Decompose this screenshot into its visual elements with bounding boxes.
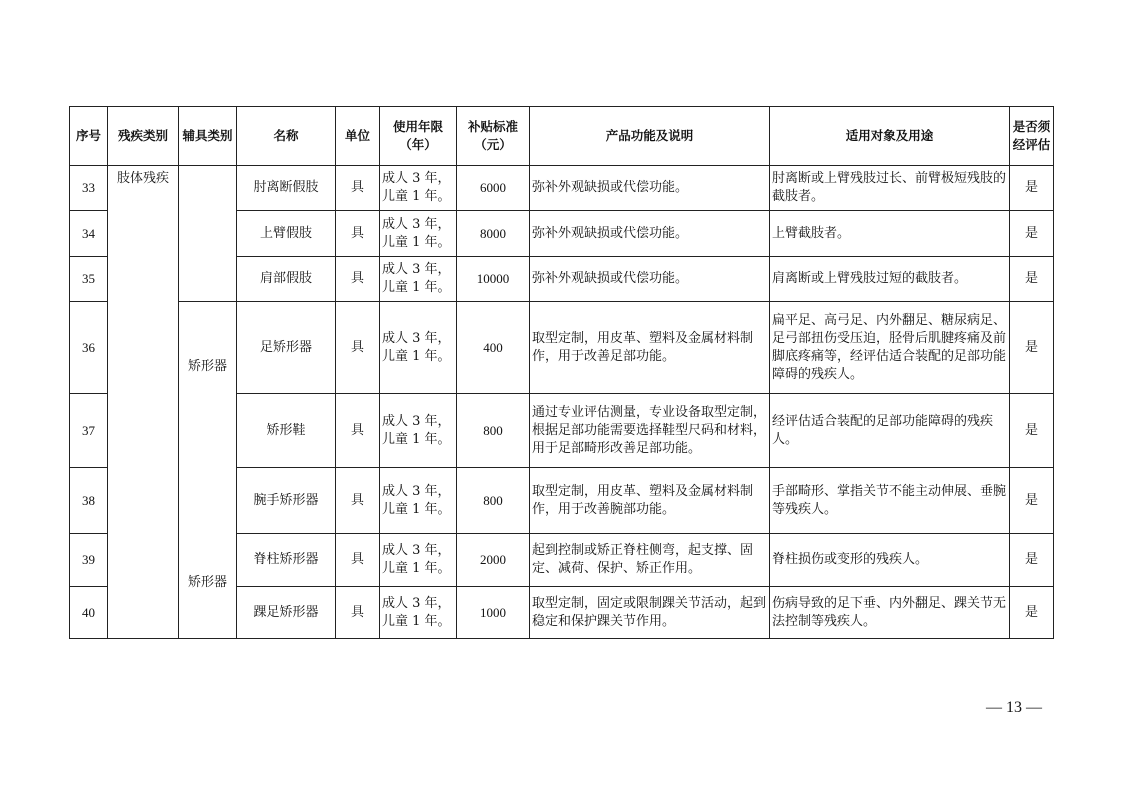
row-assess: 是 — [1010, 211, 1054, 257]
row-name: 矫形鞋 — [237, 394, 336, 468]
row-name: 腕手矫形器 — [237, 468, 336, 534]
row-years: 成人 3 年，儿童 1 年。 — [380, 257, 457, 302]
row-name: 上臂假肢 — [237, 211, 336, 257]
row-assess: 是 — [1010, 468, 1054, 534]
row-function: 弥补外观缺损或代偿功能。 — [530, 166, 770, 211]
row-function: 通过专业评估测量，专业设备取型定制，根据足部功能需要选择鞋型尺码和材料，用于足部畸形改善足部功能。 — [530, 394, 770, 468]
aid-category-cell — [179, 302, 237, 639]
row-target: 肘离断或上臂残肢过长、前臂极短残肢的截肢者。 — [770, 166, 1010, 211]
row-subsidy: 800 — [457, 394, 530, 468]
row-no: 39 — [70, 534, 108, 587]
row-function: 弥补外观缺损或代偿功能。 — [530, 211, 770, 257]
row-assess: 是 — [1010, 166, 1054, 211]
row-no: 37 — [70, 394, 108, 468]
disability-category-cell: 肢体残疾 — [108, 166, 179, 639]
row-target: 肩离断或上臂残肢过短的截肢者。 — [770, 257, 1010, 302]
row-function: 取型定制，用皮革、塑料及金属材料制作，用于改善腕部功能。 — [530, 468, 770, 534]
row-unit: 具 — [336, 302, 380, 394]
header-years: 使用年限（年） — [380, 107, 457, 166]
aid-category-label: 矫形器 — [187, 359, 227, 374]
row-function: 取型定制，固定或限制踝关节活动，起到稳定和保护踝关节作用。 — [530, 587, 770, 639]
row-target: 脊柱损伤或变形的残疾人。 — [770, 534, 1010, 587]
aid-category-empty-cell — [179, 166, 237, 302]
row-assess: 是 — [1010, 257, 1054, 302]
row-name: 肩部假肢 — [237, 257, 336, 302]
aid-category-label: 矫形器 — [187, 575, 227, 590]
row-years: 成人 3 年，儿童 1 年。 — [380, 394, 457, 468]
row-function: 起到控制或矫正脊柱侧弯，起支撑、固定、减荷、保护、矫正作用。 — [530, 534, 770, 587]
row-name: 脊柱矫形器 — [237, 534, 336, 587]
row-target: 上臂截肢者。 — [770, 211, 1010, 257]
row-years: 成人 3 年，儿童 1 年。 — [380, 534, 457, 587]
row-subsidy: 6000 — [457, 166, 530, 211]
row-assess: 是 — [1010, 587, 1054, 639]
row-no: 33 — [70, 166, 108, 211]
header-subsidy: 补贴标准（元） — [457, 107, 530, 166]
header-unit: 单位 — [336, 107, 380, 166]
row-subsidy: 400 — [457, 302, 530, 394]
table-row — [70, 166, 1054, 211]
row-no: 40 — [70, 587, 108, 639]
header-no: 序号 — [70, 107, 108, 166]
row-target: 扁平足、高弓足、内外翻足、糖尿病足、足弓部扭伤受压迫，胫骨后肌腱疼痛及前脚底疼痛等，经评估适合装配的足部功能障碍的残疾人。 — [770, 302, 1010, 394]
row-unit: 具 — [336, 534, 380, 587]
row-unit: 具 — [336, 166, 380, 211]
row-subsidy: 8000 — [457, 211, 530, 257]
row-no: 34 — [70, 211, 108, 257]
row-unit: 具 — [336, 587, 380, 639]
row-no: 36 — [70, 302, 108, 394]
table-row — [70, 302, 1054, 394]
row-subsidy: 2000 — [457, 534, 530, 587]
row-function: 弥补外观缺损或代偿功能。 — [530, 257, 770, 302]
row-no: 38 — [70, 468, 108, 534]
row-years: 成人 3 年，儿童 1 年。 — [380, 302, 457, 394]
page-number: — 13 — — [986, 699, 1042, 716]
header-disability-category: 残疾类别 — [108, 107, 179, 166]
row-no: 35 — [70, 257, 108, 302]
row-target: 手部畸形、掌指关节不能主动伸展、垂腕等残疾人。 — [770, 468, 1010, 534]
row-target: 经评估适合装配的足部功能障碍的残疾人。 — [770, 394, 1010, 468]
header-row — [70, 107, 1054, 166]
row-unit: 具 — [336, 211, 380, 257]
row-years: 成人 3 年，儿童 1 年。 — [380, 587, 457, 639]
row-years: 成人 3 年，儿童 1 年。 — [380, 211, 457, 257]
row-years: 成人 3 年，儿童 1 年。 — [380, 166, 457, 211]
header-function: 产品功能及说明 — [530, 107, 770, 166]
row-years: 成人 3 年，儿童 1 年。 — [380, 468, 457, 534]
row-subsidy: 800 — [457, 468, 530, 534]
row-name: 肘离断假肢 — [237, 166, 336, 211]
row-name: 踝足矫形器 — [237, 587, 336, 639]
row-unit: 具 — [336, 468, 380, 534]
row-assess: 是 — [1010, 302, 1054, 394]
row-unit: 具 — [336, 257, 380, 302]
row-name: 足矫形器 — [237, 302, 336, 394]
header-assess: 是否须经评估 — [1010, 107, 1054, 166]
row-target: 伤病导致的足下垂、内外翻足、踝关节无法控制等残疾人。 — [770, 587, 1010, 639]
row-unit: 具 — [336, 394, 380, 468]
header-name: 名称 — [237, 107, 336, 166]
header-target: 适用对象及用途 — [770, 107, 1010, 166]
row-function: 取型定制，用皮革、塑料及金属材料制作，用于改善足部功能。 — [530, 302, 770, 394]
row-subsidy: 1000 — [457, 587, 530, 639]
subsidy-table — [69, 106, 1054, 639]
row-subsidy: 10000 — [457, 257, 530, 302]
row-assess: 是 — [1010, 394, 1054, 468]
header-aid-category: 辅具类别 — [179, 107, 237, 166]
row-assess: 是 — [1010, 534, 1054, 587]
